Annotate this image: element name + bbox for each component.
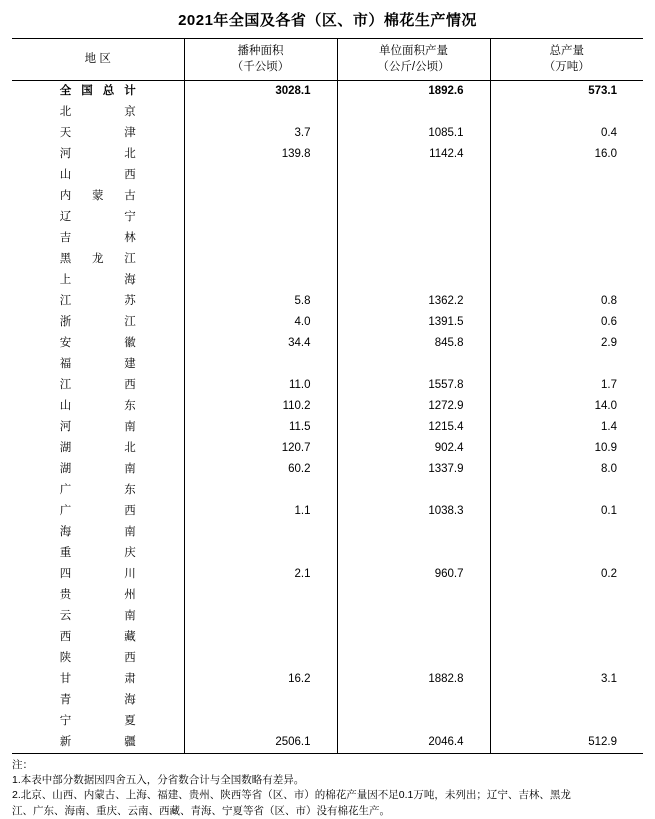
table-cell-region bbox=[12, 522, 184, 543]
page-title: 2021年全国及各省（区、市）棉花生产情况 bbox=[178, 12, 477, 29]
table-row bbox=[12, 417, 643, 438]
table-row bbox=[12, 375, 643, 396]
region-name: 四川 bbox=[59, 568, 136, 581]
table-row bbox=[12, 102, 643, 123]
table-cell-sown-area: 1.1 bbox=[184, 501, 337, 522]
table-cell-yield: 1085.1 bbox=[337, 123, 490, 144]
table-cell-yield: 1337.9 bbox=[337, 459, 490, 480]
table-cell-yield bbox=[337, 480, 490, 501]
region-name: 山西 bbox=[59, 169, 136, 182]
table-cell-output: 1.4 bbox=[490, 417, 643, 438]
table-cell-output bbox=[490, 165, 643, 186]
table-cell-yield: 1882.8 bbox=[337, 669, 490, 690]
table-cell-yield: 1272.9 bbox=[337, 396, 490, 417]
table-cell-sown-area bbox=[184, 522, 337, 543]
table-row bbox=[12, 144, 643, 165]
table-cell-sown-area bbox=[184, 648, 337, 669]
table-cell-output: 573.1 bbox=[490, 81, 643, 103]
table-cell-sown-area: 4.0 bbox=[184, 312, 337, 333]
table-cell-yield: 1391.5 bbox=[337, 312, 490, 333]
table-cell-sown-area bbox=[184, 354, 337, 375]
column-header-sown-area-line1: 播种面积 bbox=[237, 45, 284, 57]
table-cell-output: 0.1 bbox=[490, 501, 643, 522]
table-cell-yield: 2046.4 bbox=[337, 732, 490, 753]
table-cell-sown-area bbox=[184, 102, 337, 123]
table-cell-output: 16.0 bbox=[490, 144, 643, 165]
table-cell-yield bbox=[337, 585, 490, 606]
table-cell-yield: 845.8 bbox=[337, 333, 490, 354]
region-name: 吉林 bbox=[59, 232, 136, 245]
table-cell-output bbox=[490, 270, 643, 291]
table-cell-yield: 902.4 bbox=[337, 438, 490, 459]
table-row bbox=[12, 207, 643, 228]
table-cell-sown-area bbox=[184, 543, 337, 564]
table-cell-sown-area: 34.4 bbox=[184, 333, 337, 354]
table-cell-yield bbox=[337, 207, 490, 228]
region-name: 山东 bbox=[59, 400, 136, 413]
table-cell-output: 2.9 bbox=[490, 333, 643, 354]
table-cell-region bbox=[12, 669, 184, 690]
table-cell-sown-area bbox=[184, 165, 337, 186]
table-cell-output bbox=[490, 102, 643, 123]
table-body bbox=[12, 81, 643, 754]
table-cell-output: 14.0 bbox=[490, 396, 643, 417]
table-cell-output bbox=[490, 627, 643, 648]
table-cell-yield bbox=[337, 249, 490, 270]
region-name: 安徽 bbox=[59, 337, 136, 350]
region-name: 广东 bbox=[59, 484, 136, 497]
table-row bbox=[12, 669, 643, 690]
region-name: 云南 bbox=[59, 610, 136, 623]
region-name: 青海 bbox=[59, 694, 136, 707]
table-cell-output: 10.9 bbox=[490, 438, 643, 459]
region-name: 广西 bbox=[59, 505, 136, 518]
table-cell-output bbox=[490, 186, 643, 207]
notes-line-1: 1.本表中部分数据因四舍五入，分省数合计与全国数略有差异。 bbox=[12, 774, 305, 787]
table-cell-yield: 960.7 bbox=[337, 564, 490, 585]
table-cell-yield: 1142.4 bbox=[337, 144, 490, 165]
region-name: 宁夏 bbox=[59, 715, 136, 728]
table-cell-output bbox=[490, 606, 643, 627]
table-row bbox=[12, 333, 643, 354]
table-cell-region bbox=[12, 165, 184, 186]
column-header-sown-area-line2: （千公顷） bbox=[231, 60, 290, 73]
table-cell-yield: 1557.8 bbox=[337, 375, 490, 396]
table-cell-sown-area: 110.2 bbox=[184, 396, 337, 417]
region-name: 新疆 bbox=[59, 736, 136, 749]
table-row bbox=[12, 459, 643, 480]
table-cell-region bbox=[12, 732, 184, 753]
region-name: 上海 bbox=[59, 274, 136, 287]
table-cell-output bbox=[490, 207, 643, 228]
region-name: 甘肃 bbox=[59, 673, 136, 686]
table-cell-yield bbox=[337, 543, 490, 564]
table-cell-output: 0.6 bbox=[490, 312, 643, 333]
column-header-output-line1: 总产量 bbox=[549, 45, 584, 57]
table-cell-region bbox=[12, 627, 184, 648]
table-cell-sown-area: 139.8 bbox=[184, 144, 337, 165]
table-cell-yield bbox=[337, 648, 490, 669]
table-cell-output bbox=[490, 228, 643, 249]
region-name: 陕西 bbox=[59, 652, 136, 665]
region-name: 河北 bbox=[59, 148, 136, 161]
table-cell-yield bbox=[337, 711, 490, 732]
table-cell-region bbox=[12, 690, 184, 711]
table-cell-sown-area bbox=[184, 606, 337, 627]
table-row bbox=[12, 732, 643, 753]
table-cell-region bbox=[12, 354, 184, 375]
table-row bbox=[12, 438, 643, 459]
table-row bbox=[12, 396, 643, 417]
region-name: 贵州 bbox=[59, 589, 136, 602]
table-cell-region bbox=[12, 648, 184, 669]
table-cell-output bbox=[490, 543, 643, 564]
table-cell-region bbox=[12, 144, 184, 165]
table-cell-region bbox=[12, 396, 184, 417]
table-row bbox=[12, 480, 643, 501]
column-header-total-output bbox=[490, 39, 643, 81]
table-cell-output bbox=[490, 585, 643, 606]
table-cell-region bbox=[12, 291, 184, 312]
column-header-yield-per-area bbox=[337, 39, 490, 81]
table-row bbox=[12, 522, 643, 543]
region-name: 全国总计 bbox=[59, 85, 136, 98]
table-cell-region bbox=[12, 459, 184, 480]
region-name: 辽宁 bbox=[59, 211, 136, 224]
table-cell-sown-area: 11.0 bbox=[184, 375, 337, 396]
table-cell-output bbox=[490, 354, 643, 375]
table-row bbox=[12, 501, 643, 522]
table-cell-yield bbox=[337, 690, 490, 711]
table-cell-yield bbox=[337, 102, 490, 123]
region-name: 浙江 bbox=[59, 316, 136, 329]
table-notes bbox=[12, 754, 643, 819]
table-cell-region bbox=[12, 711, 184, 732]
region-name: 黑龙江 bbox=[59, 253, 136, 266]
table-cell-sown-area bbox=[184, 186, 337, 207]
table-row bbox=[12, 585, 643, 606]
table-cell-output bbox=[490, 522, 643, 543]
table-cell-output bbox=[490, 711, 643, 732]
table-row bbox=[12, 690, 643, 711]
table-cell-output bbox=[490, 480, 643, 501]
table-cell-sown-area: 5.8 bbox=[184, 291, 337, 312]
table-cell-sown-area: 11.5 bbox=[184, 417, 337, 438]
region-name: 江西 bbox=[59, 379, 136, 392]
table-cell-output bbox=[490, 648, 643, 669]
region-name: 江苏 bbox=[59, 295, 136, 308]
table-cell-region bbox=[12, 81, 184, 103]
column-header-sown-area bbox=[184, 39, 337, 81]
table-cell-yield bbox=[337, 522, 490, 543]
column-header-region: 地 区 bbox=[12, 39, 184, 81]
table-cell-region bbox=[12, 417, 184, 438]
cotton-production-table-wrap bbox=[12, 38, 643, 754]
table-cell-yield bbox=[337, 627, 490, 648]
table-cell-sown-area bbox=[184, 228, 337, 249]
table-cell-sown-area bbox=[184, 480, 337, 501]
table-cell-output: 1.7 bbox=[490, 375, 643, 396]
table-cell-output bbox=[490, 690, 643, 711]
table-row bbox=[12, 627, 643, 648]
notes-label: 注： bbox=[12, 759, 33, 772]
table-cell-sown-area bbox=[184, 585, 337, 606]
table-cell-region bbox=[12, 186, 184, 207]
table-cell-output bbox=[490, 249, 643, 270]
table-cell-region bbox=[12, 270, 184, 291]
table-cell-yield bbox=[337, 354, 490, 375]
table-cell-sown-area: 120.7 bbox=[184, 438, 337, 459]
table-cell-region bbox=[12, 543, 184, 564]
table-cell-sown-area: 60.2 bbox=[184, 459, 337, 480]
table-row bbox=[12, 249, 643, 270]
table-cell-region bbox=[12, 585, 184, 606]
notes-line-3: 江、广东、海南、重庆、云南、西藏、青海、宁夏等省（区、市）没有棉花生产。 bbox=[12, 804, 390, 817]
table-cell-output: 3.1 bbox=[490, 669, 643, 690]
table-cell-region bbox=[12, 438, 184, 459]
table-cell-yield: 1038.3 bbox=[337, 501, 490, 522]
table-row bbox=[12, 270, 643, 291]
table-cell-output: 512.9 bbox=[490, 732, 643, 753]
table-cell-yield: 1215.4 bbox=[337, 417, 490, 438]
table-cell-region bbox=[12, 102, 184, 123]
table-header bbox=[12, 39, 643, 81]
region-name: 北京 bbox=[59, 106, 136, 119]
table-cell-region bbox=[12, 312, 184, 333]
region-name: 海南 bbox=[59, 526, 136, 539]
table-cell-region bbox=[12, 123, 184, 144]
region-name: 天津 bbox=[59, 127, 136, 140]
table-cell-output: 0.8 bbox=[490, 291, 643, 312]
table-cell-sown-area: 2506.1 bbox=[184, 732, 337, 753]
table-cell-sown-area bbox=[184, 207, 337, 228]
table-cell-region bbox=[12, 333, 184, 354]
table-cell-region bbox=[12, 375, 184, 396]
table-row bbox=[12, 165, 643, 186]
region-name: 福建 bbox=[59, 358, 136, 371]
table-cell-sown-area bbox=[184, 270, 337, 291]
table-row bbox=[12, 228, 643, 249]
table-cell-region bbox=[12, 564, 184, 585]
table-row bbox=[12, 543, 643, 564]
table-cell-sown-area bbox=[184, 690, 337, 711]
table-cell-sown-area: 3.7 bbox=[184, 123, 337, 144]
region-name: 西藏 bbox=[59, 631, 136, 644]
table-cell-output: 0.2 bbox=[490, 564, 643, 585]
table-row bbox=[12, 606, 643, 627]
table-cell-sown-area bbox=[184, 711, 337, 732]
table-cell-sown-area: 16.2 bbox=[184, 669, 337, 690]
table-row bbox=[12, 291, 643, 312]
table-row bbox=[12, 81, 643, 103]
column-header-yield-line1: 单位面积产量 bbox=[379, 45, 448, 57]
column-header-yield-line2: （公斤/公顷） bbox=[377, 60, 450, 73]
table-row bbox=[12, 711, 643, 732]
region-name: 内蒙古 bbox=[59, 190, 136, 203]
table-bottom-rule bbox=[12, 753, 643, 754]
table-cell-sown-area: 2.1 bbox=[184, 564, 337, 585]
table-cell-yield bbox=[337, 228, 490, 249]
table-cell-region bbox=[12, 249, 184, 270]
table-cell-region bbox=[12, 501, 184, 522]
table-row bbox=[12, 312, 643, 333]
table-cell-sown-area: 3028.1 bbox=[184, 81, 337, 103]
region-name: 湖北 bbox=[59, 442, 136, 455]
table-cell-yield bbox=[337, 270, 490, 291]
table-cell-region bbox=[12, 480, 184, 501]
notes-line-2: 2.北京、山西、内蒙古、上海、福建、贵州、陕西等省（区、市）的棉花产量因不足0.1万吨，未列出；辽宁、吉林、黑龙 bbox=[12, 789, 571, 802]
table-cell-output: 8.0 bbox=[490, 459, 643, 480]
region-name: 重庆 bbox=[59, 547, 136, 560]
table-cell-sown-area bbox=[184, 627, 337, 648]
table-row bbox=[12, 123, 643, 144]
table-cell-region bbox=[12, 228, 184, 249]
table-row bbox=[12, 186, 643, 207]
table-cell-yield bbox=[337, 165, 490, 186]
region-name: 河南 bbox=[59, 421, 136, 434]
table-cell-yield bbox=[337, 186, 490, 207]
table-cell-output: 0.4 bbox=[490, 123, 643, 144]
table-cell-region bbox=[12, 207, 184, 228]
table-row bbox=[12, 354, 643, 375]
table-row bbox=[12, 564, 643, 585]
column-header-output-line2: （万吨） bbox=[543, 60, 590, 73]
cotton-production-table bbox=[12, 38, 643, 753]
table-cell-yield: 1362.2 bbox=[337, 291, 490, 312]
table-cell-region bbox=[12, 606, 184, 627]
table-cell-yield bbox=[337, 606, 490, 627]
table-cell-sown-area bbox=[184, 249, 337, 270]
region-name: 湖南 bbox=[59, 463, 136, 476]
table-cell-yield: 1892.6 bbox=[337, 81, 490, 103]
table-row bbox=[12, 648, 643, 669]
